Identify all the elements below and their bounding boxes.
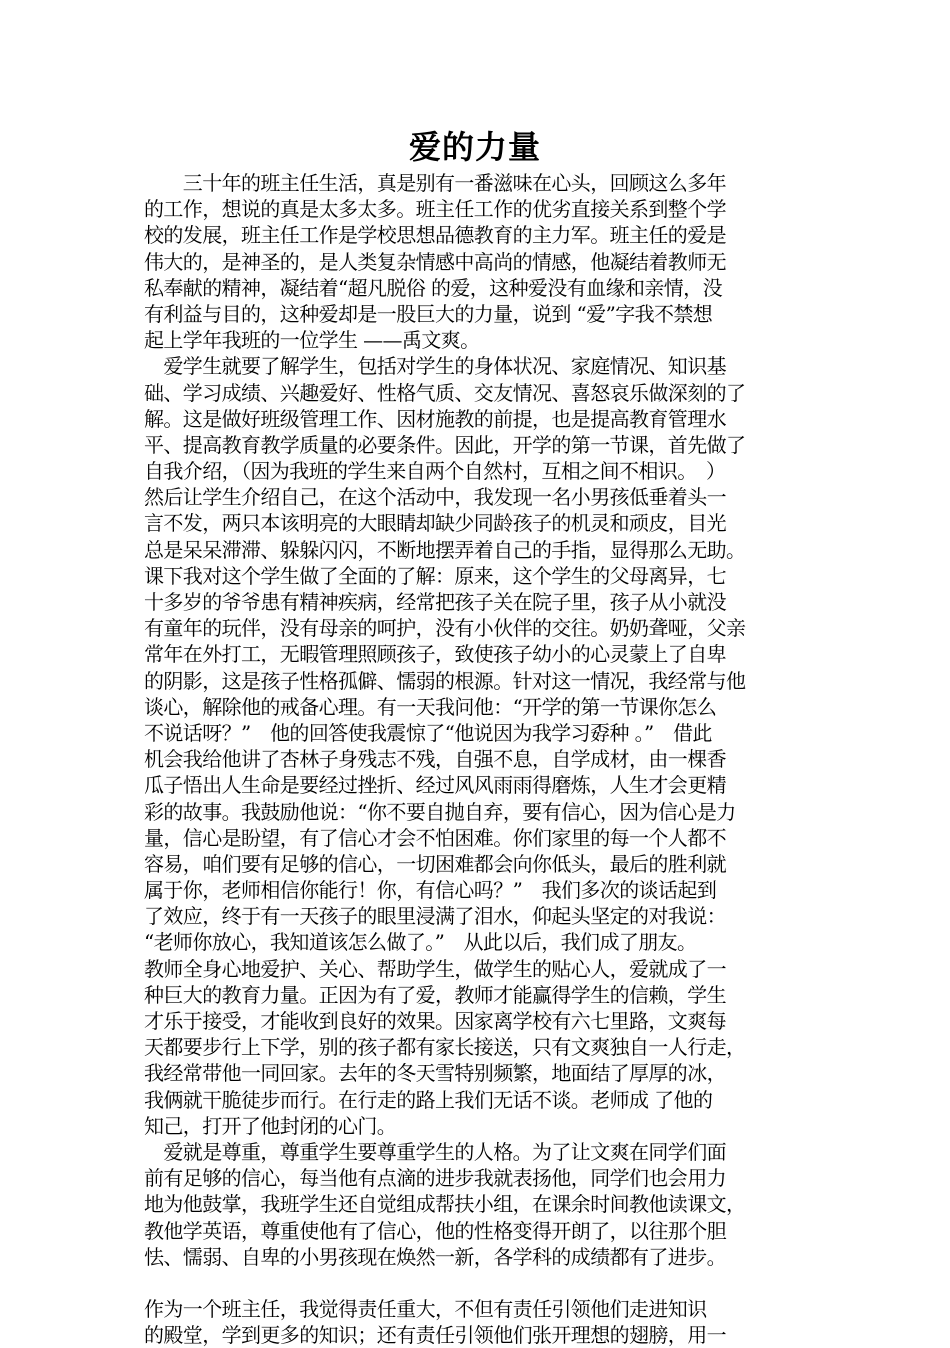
document-body (144, 170, 816, 1348)
body-line: 解。这是做好班级管理工作、因材施教的前提，也是提高教育管理水 (144, 406, 726, 431)
body-line: 了效应，终于有一天孩子的眼里浸满了泪水，仰起头坚定的对我说： (144, 904, 726, 929)
body-line: 十多岁的爷爷患有精神疾病，经常把孩子关在院子里，孩子从小就没 (144, 590, 726, 614)
body-line: 课下我对这个学生做了全面的了解：原来，这个学生的父母离异，七 (144, 563, 726, 588)
body-line: 地为他鼓掌，我班学生还自觉组成帮扶小组，在课余时间教他读课文， (144, 1192, 746, 1217)
body-line: 彩的故事。我鼓励他说：“你不要自抛自弃，要有信心，因为信心是力 (144, 799, 736, 824)
body-line: 有利益与目的，这种爱却是一股巨大的力量，说到 “爱”字我不禁想 (144, 301, 713, 326)
body-line: 量，信心是盼望，有了信心才会不怕困难。你们家里的每一个人都不 (144, 825, 726, 850)
body-line: 不说话呀？” 他的回答使我震惊了“他说因为我学习孬种 。” 借此 (144, 720, 712, 745)
body-line: 机会我给他讲了杏林子身残志不残，自强不息，自学成材，由一棵香 (144, 747, 726, 772)
body-line: 爱就是尊重，尊重学生要尊重学生的人格。为了让文爽在同学们面 (144, 1139, 726, 1164)
document-title: 爱的力量 (408, 128, 541, 166)
body-line: 属于你，老师相信你能行！你，有信心吗？” 我们多次的谈话起到 (144, 878, 717, 903)
body-line: 自我介绍，（因为我班的学生来自两个自然村，互相之间不相识。 ） (144, 459, 726, 484)
body-line: 常年在外打工，无暇管理照顾孩子，致使孩子幼小的心灵蒙上了自卑 (144, 642, 726, 667)
body-line: 知己，打开了他封闭的心门。 (144, 1113, 397, 1138)
body-line: 的殿堂，学到更多的知识；还有责任引领他们张开理想的翅膀，用一 (144, 1323, 726, 1348)
body-line: 起上学年我班的一位学生 ——禹文爽。 (144, 328, 480, 353)
body-line: “老师你放心，我知道该怎么做了。” 从此以后，我们成了朋友。 (144, 930, 697, 955)
body-line: 伟大的，是神圣的，是人类复杂情感中高尚的情感，他凝结着教师无 (144, 249, 726, 274)
body-line: 然后让学生介绍自己，在这个活动中，我发现一名小男孩低垂着头一 (144, 485, 726, 510)
body-line: 作为一个班主任，我觉得责任重大，不但有责任引领他们走进知识 (144, 1297, 707, 1322)
body-line: 我经常带他一同回家。去年的冬天雪特别频繁，地面结了厚厚的冰， (144, 1061, 726, 1086)
body-line: 三十年的班主任生活，真是别有一番滋味在心头，回顾这么多年 (144, 171, 726, 195)
body-line: 才乐于接受，才能收到良好的效果。因家离学校有六七里路，文爽每 (144, 1009, 726, 1033)
body-line: 私奉献的精神，凝结着“超凡脱俗 的爱，这种爱没有血缘和亲情，没 (144, 275, 722, 300)
body-line: 言不发，两只本该明亮的大眼睛却缺少同龄孩子的机灵和顽皮，目光 (144, 511, 726, 536)
body-line: 础、学习成绩、兴趣爱好、性格气质、交友情况、喜怒哀乐做深刻的了 (144, 380, 746, 405)
body-line: 容易，咱们要有足够的信心，一切困难都会向你低头，最后的胜利就 (144, 851, 726, 876)
body-line: 天都要步行上下学，别的孩子都有家长接送，只有文爽独自一人行走， (144, 1035, 746, 1060)
body-line: 的阴影，这是孩子性格孤僻、懦弱的根源。针对这一情况，我经常与他 (144, 668, 746, 693)
blank-line (144, 1270, 816, 1296)
body-line: 种巨大的教育力量。正因为有了爱，教师才能赢得学生的信赖，学生 (144, 982, 726, 1007)
body-line: 爱学生就要了解学生，包括对学生的身体状况、家庭情况、知识基 (144, 354, 726, 379)
body-line: 平、提高教育教学质量的必要条件。因此，开学的第一节课，首先做了 (144, 432, 746, 457)
body-line: 教师全身心地爱护、关心、帮助学生，做学生的贴心人，爱就成了一 (144, 956, 726, 981)
body-line: 瓜子悟出人生命是要经过挫折、经过风风雨雨得磨炼，人生才会更精 (144, 773, 726, 798)
body-line: 教他学英语，尊重使他有了信心，他的性格变得开朗了，以往那个胆 (144, 1218, 726, 1243)
body-line: 谈心，解除他的戒备心理。有一天我问他：“开学的第一节课你怎么 (144, 694, 717, 719)
body-line: 前有足够的信心，每当他有点滴的进步我就表扬他，同学们也会用力 (144, 1166, 726, 1191)
body-line: 校的发展，班主任工作是学校思想品德教育的主力军。班主任的爱是 (144, 223, 726, 248)
body-line: 的工作，想说的真是太多太多。班主任工作的优劣直接关系到整个学 (144, 197, 726, 222)
body-line: 我俩就干脆徒步而行。在行走的路上我们无话不谈。老师成 了他的 (144, 1087, 713, 1112)
body-line: 有童年的玩伴，没有母亲的呵护，没有小伙伴的交往。奶奶聋哑，父亲 (144, 616, 746, 641)
body-line: 总是呆呆滞滞、躲躲闪闪，不断地摆弄着自己的手指，显得那么无助。 (144, 537, 746, 562)
body-line: 怯、懦弱、自卑的小男孩现在焕然一新，各学科的成绩都有了进步。 (144, 1244, 726, 1269)
